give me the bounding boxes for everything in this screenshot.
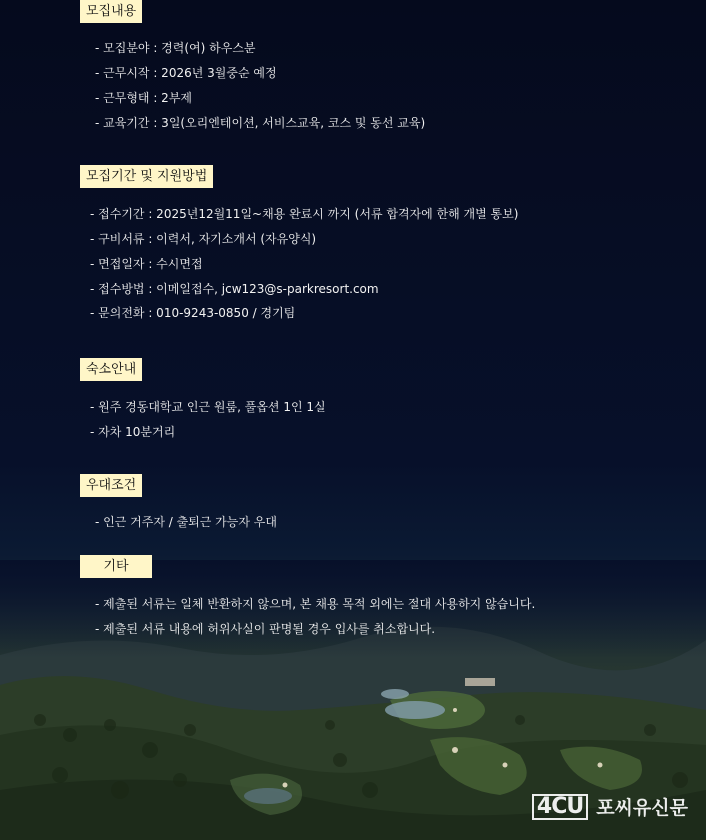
item-work-type: - 근무형태 : 2부제 <box>95 91 193 105</box>
item-application-method: - 접수방법 : 이메일접수, jcw123@s-parkresort.com <box>90 282 379 296</box>
item-required-documents: - 구비서류 : 이력서, 자기소개서 (자유양식) <box>90 232 317 246</box>
item-contact-phone: - 문의전화 : 010-9243-0850 / 경기팀 <box>90 306 296 320</box>
publisher-watermark <box>532 793 688 820</box>
item-false-info-notice: - 제출된 서류 내용에 허위사실이 판명될 경우 입사를 취소합니다. <box>95 622 436 636</box>
section-label-preferential-conditions: 우대조건 <box>80 474 142 497</box>
publisher-logo: 4CU <box>532 794 588 820</box>
item-start-date: - 근무시작 : 2026년 3월중순 예정 <box>95 66 277 80</box>
section-label-recruitment-details: 모집내용 <box>80 0 142 23</box>
item-field: - 모집분야 : 경력(여) 하우스분 <box>95 41 256 55</box>
item-application-period: - 접수기간 : 2025년12월11일~채용 완료시 까지 (서류 합격자에 한해 개별 통보) <box>90 207 519 221</box>
item-interview-date: - 면접일자 : 수시면접 <box>90 257 203 271</box>
section-label-other: 기타 <box>80 555 152 578</box>
item-housing-distance: - 자차 10분거리 <box>90 425 176 439</box>
section-label-housing: 숙소안내 <box>80 358 142 381</box>
item-training-period: - 교육기간 : 3일(오리엔테이션, 서비스교육, 코스 및 동선 교육) <box>95 116 426 130</box>
section-label-period-and-method: 모집기간 및 지원방법 <box>80 165 213 188</box>
item-preference: - 인근 거주자 / 출퇴근 가능자 우대 <box>95 515 277 529</box>
item-document-notice: - 제출된 서류는 일체 반환하지 않으며, 본 채용 목적 외에는 절대 사용하지 않습니다. <box>95 597 536 611</box>
item-housing-location: - 원주 경동대학교 인근 원룸, 풀옵션 1인 1실 <box>90 400 326 414</box>
publisher-name: 포씨유신문 <box>596 797 688 819</box>
